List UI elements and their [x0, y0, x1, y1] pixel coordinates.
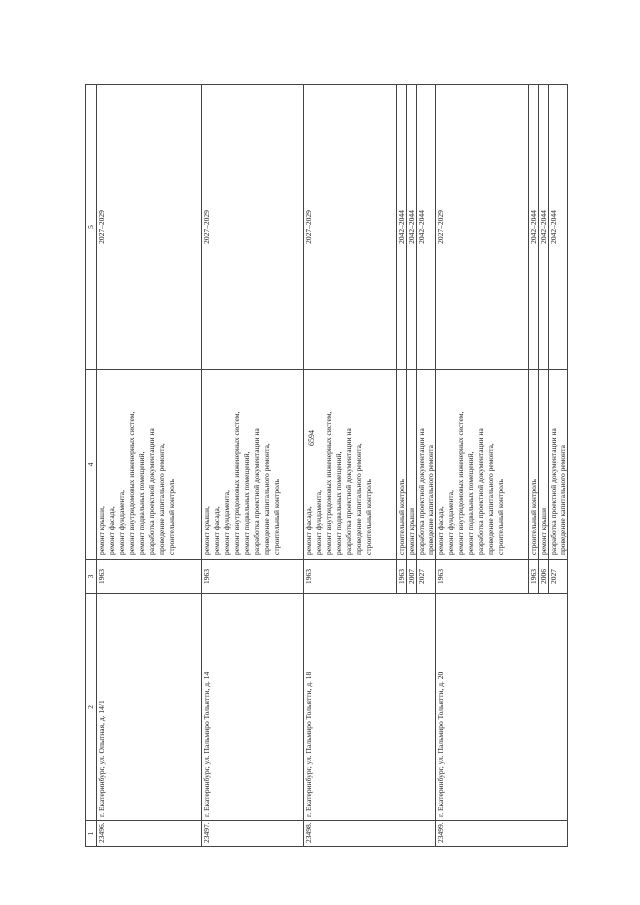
works-line: ремонт крыши	[539, 508, 548, 555]
works-line: строительный контроль	[397, 479, 406, 555]
works-line: ремонт внутридомовых инженерных систем,	[324, 411, 333, 555]
works-line: ремонт фундамента,	[117, 490, 126, 555]
works-line: ремонт крыши,	[202, 506, 211, 555]
works-cell	[97, 370, 202, 560]
works-line: ремонт крыши	[407, 508, 416, 555]
table-row	[304, 85, 397, 847]
address-cell: г. Екатеринбург, ул. Опытная, д. 14/1	[97, 594, 202, 821]
works-cell	[549, 370, 568, 560]
works-line: разработка проектной документации на	[417, 428, 426, 555]
year-cell: 1963	[529, 560, 539, 594]
column-header: 2	[86, 594, 97, 821]
period-cell: 2042–2044	[529, 85, 539, 370]
works-line: проведение капитального ремонта	[558, 445, 567, 555]
row-number: 23499.	[436, 821, 568, 847]
works-line: разработка проектной документации на	[344, 428, 353, 555]
period-cell: 2027–2029	[97, 85, 202, 370]
header-row	[86, 85, 97, 847]
works-line: ремонт внутридомовых инженерных систем,	[456, 411, 465, 555]
works-line: строительный контроль	[529, 479, 538, 555]
works-line: ремонт подвальных помещений,	[334, 451, 343, 555]
column-header: 5	[86, 85, 97, 370]
works-line: ремонт внутридомовых инженерных систем,	[232, 411, 241, 555]
works-line: разработка проектной документации на	[549, 428, 558, 555]
works-line: ремонт фасада,	[436, 506, 445, 555]
column-header: 4	[86, 370, 97, 560]
column-header: 1	[86, 821, 97, 847]
works-line: проведение капитального ремонта,	[157, 443, 166, 555]
address-cell: г. Екатеринбург, ул. Пальмиро Тольятти, д. 14	[202, 594, 304, 821]
year-cell: 1963	[304, 560, 397, 594]
works-cell	[436, 370, 529, 560]
address-cell: г. Екатеринбург, ул. Пальмиро Тольятти, д. 18	[304, 594, 436, 821]
year-cell: 1963	[202, 560, 304, 594]
period-cell: 2042–2044	[417, 85, 436, 370]
period-cell: 2042–2044	[407, 85, 417, 370]
page-number: 6594	[307, 430, 316, 446]
table-row	[436, 85, 529, 847]
works-cell	[202, 370, 304, 560]
address-cell: г. Екатеринбург, ул. Пальмиро Тольятти, д. 20	[436, 594, 568, 821]
works-line: ремонт фундамента,	[222, 490, 231, 555]
period-cell: 2027–2029	[202, 85, 304, 370]
period-cell: 2027–2029	[304, 85, 397, 370]
works-line: ремонт фундамента,	[314, 490, 323, 555]
works-line: ремонт фасада,	[304, 506, 313, 555]
works-line: строительный контроль	[496, 479, 505, 555]
works-line: ремонт фундамента,	[446, 490, 455, 555]
column-header: 3	[86, 560, 97, 594]
works-line: проведение капитального ремонта	[426, 445, 435, 555]
rotated-table-wrapper	[85, 85, 578, 847]
works-line: проведение капитального ремонта,	[486, 443, 495, 555]
year-cell: 1963	[397, 560, 407, 594]
repair-schedule-table	[85, 84, 568, 847]
works-line: разработка проектной документации на	[147, 428, 156, 555]
year-cell: 2007	[407, 560, 417, 594]
works-cell	[304, 370, 397, 560]
works-cell	[417, 370, 436, 560]
year-cell: 1963	[436, 560, 529, 594]
works-cell	[539, 370, 549, 560]
works-line: ремонт внутридомовых инженерных систем,	[127, 411, 136, 555]
works-line: ремонт подвальных помещений,	[466, 451, 475, 555]
works-line: ремонт фасада,	[107, 506, 116, 555]
works-line: проведение капитального ремонта,	[354, 443, 363, 555]
year-cell: 2006	[539, 560, 549, 594]
works-line: разработка проектной документации на	[476, 428, 485, 555]
period-cell: 2042–2044	[539, 85, 549, 370]
year-cell: 2027	[549, 560, 568, 594]
period-cell: 2042–2044	[397, 85, 407, 370]
works-line: строительный контроль	[167, 479, 176, 555]
row-number: 23496.	[97, 821, 202, 847]
works-line: разработка проектной документации на	[252, 428, 261, 555]
year-cell: 1963	[97, 560, 202, 594]
period-cell: 2042–2044	[549, 85, 568, 370]
works-line: ремонт крыши,	[97, 506, 106, 555]
row-number: 23498.	[304, 821, 436, 847]
works-cell	[397, 370, 407, 560]
year-cell: 2027	[417, 560, 436, 594]
works-line: ремонт подвальных помещений,	[137, 451, 146, 555]
works-line: ремонт подвальных помещений,	[242, 451, 251, 555]
works-line: ремонт фасада,	[212, 506, 221, 555]
works-cell	[407, 370, 417, 560]
row-number: 23497.	[202, 821, 304, 847]
table-row	[202, 85, 304, 847]
period-cell: 2027–2029	[436, 85, 529, 370]
works-line: строительный контроль	[272, 479, 281, 555]
works-line: строительный контроль	[364, 479, 373, 555]
table-row	[97, 85, 202, 847]
works-line: проведение капитального ремонта,	[262, 443, 271, 555]
works-cell	[529, 370, 539, 560]
